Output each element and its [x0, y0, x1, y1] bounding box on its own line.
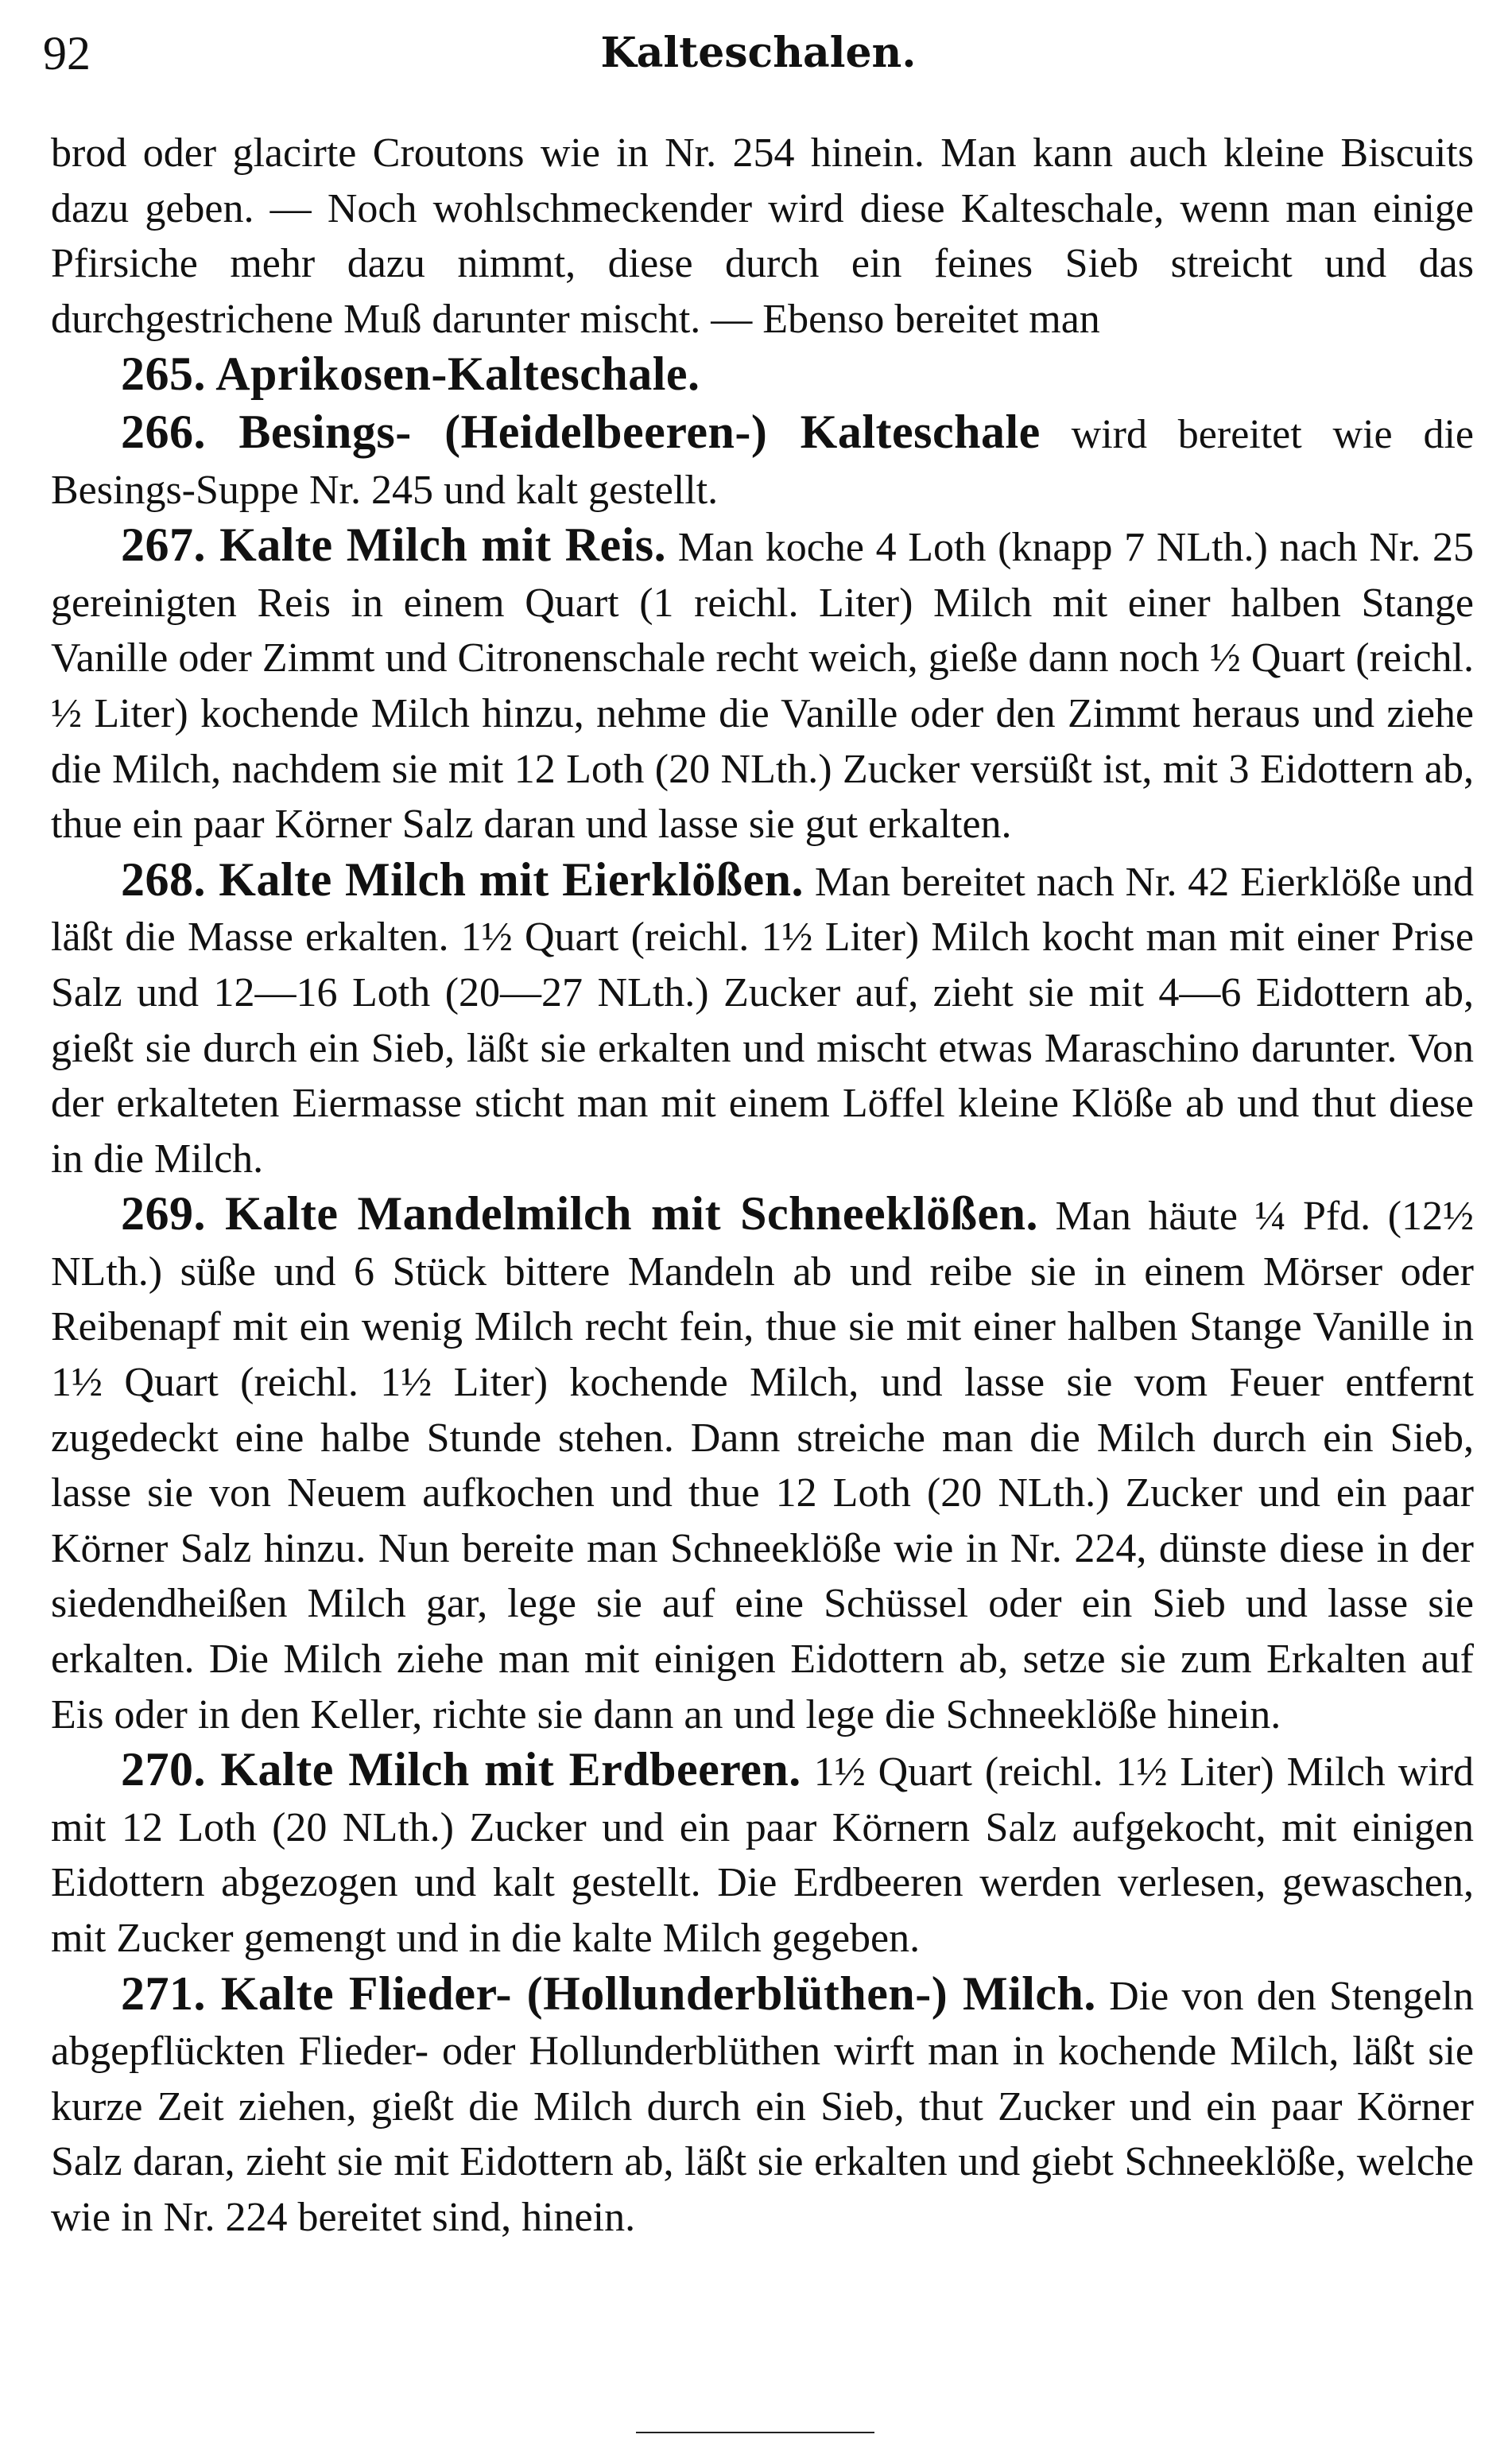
- running-head: Kalteschalen.: [600, 29, 917, 77]
- continuation-paragraph: [51, 126, 1474, 347]
- recipe-271: [51, 1967, 1474, 2246]
- recipe-title: 269. Kalte Mandelmilch mit Schneeklößen.: [121, 1187, 1038, 1241]
- recipe-text: 1½ Quart (reichl. 1½ Liter) Milch wird mit 12 Loth (20 NLth.) Zucker und ein paar Körnern Salz aufgekocht, mit einigen Eidottern abgezogen und kalt gestellt. Die Erdbeeren werden verlesen, gewaschen, mit Zucker gemengt und in die kalte Milch gegeben.: [51, 1749, 1475, 1961]
- recipe-title: 270. Kalte Milch mit Erdbeeren.: [121, 1743, 801, 1796]
- recipe-267: [51, 518, 1474, 852]
- recipe-265: [51, 347, 1474, 405]
- recipe-269: [51, 1186, 1474, 1742]
- recipe-title: 265. Aprikosen-Kalteschale.: [121, 348, 700, 401]
- page-body: [51, 126, 1474, 2246]
- recipe-text: Man bereitet nach Nr. 42 Eierklöße und läßt die Masse erkalten. 1½ Quart (reichl. 1½ Liter) Milch kocht man mit einer Prise Salz und 12—16 Loth (20—27 NLth.) Zucker auf, zieht sie mit 4—6 Eidottern ab, gießt sie durch ein Sieb, läßt sie erkalten und mischt etwas Maraschino darunter. Von der erkalteten Eiermasse sticht man mit einem Löffel kleine Klöße ab und thut diese in die Milch.: [51, 859, 1474, 1182]
- page-header: [35, 11, 1482, 99]
- recipe-title: 267. Kalte Milch mit Reis.: [121, 518, 667, 572]
- recipe-text: Man koche 4 Loth (knapp 7 NLth.) nach Nr. 25 gereinigten Reis in einem Quart (1 reichl. Liter) Milch mit einer halben Stange Vanille oder Zimmt und Citronenschale recht weich, gieße dann noch ½ Quart (reichl. ½ Liter) kochende Milch hinzu, nehme die Vanille oder den Zimmt heraus und ziehe die Milch, nachdem sie mit 12 Loth (20 NLth.) Zucker versüßt ist, mit 3 Eidottern ab, thue ein paar Körner Salz daran und lasse sie gut erkalten.: [51, 525, 1474, 848]
- recipe-text: wird bereitet wie die Besings-Suppe Nr. 245 und kalt gestellt.: [51, 411, 1475, 513]
- recipe-266: [51, 405, 1474, 518]
- page-number: 92: [43, 27, 91, 80]
- recipe-270: [51, 1742, 1474, 1966]
- recipe-title: 268. Kalte Milch mit Eierklößen.: [121, 852, 804, 906]
- recipe-268: [51, 852, 1474, 1187]
- recipe-text: Die von den Stengeln abgepflückten Flieder- oder Hollunderblüthen wirft man in kochende Milch, läßt sie kurze Zeit ziehen, gießt die Milch durch ein Sieb, thut Zucker und ein paar Körner Salz daran, zieht sie mit Eidottern ab, läßt sie erkalten und giebt Schneeklöße, welche wie in Nr. 224 bereitet sind, hinein.: [51, 1973, 1474, 2240]
- bottom-rule: [636, 2432, 874, 2433]
- recipe-text: Man häute ¼ Pfd. (12½ NLth.) süße und 6 Stück bittere Mandeln ab und reibe sie in einem Mörser oder Reibenapf mit ein wenig Milch recht fein, thue sie mit einer halben Stange Vanille in 1½ Quart (reichl. 1½ Liter) kochende Milch, und lasse sie vom Feuer entfernt zugedeckt eine halbe Stunde stehen. Dann streiche man die Milch durch ein Sieb, lasse sie von Neuem aufkochen und thue 12 Loth (20 NLth.) Zucker und ein paar Körner Salz hinzu. Nun bereite man Schneeklöße wie in Nr. 224, dünste diese in der siedendheißen Milch gar, lege sie auf eine Schüssel oder ein Sieb und lasse sie erkalten. Die Milch ziehe man mit einigen Eidottern ab, setze sie zum Erkalten auf Eis oder in den Keller, richte sie dann an und lege die Schneeklöße hinein.: [51, 1194, 1475, 1738]
- recipe-title: 271. Kalte Flieder- (Hollunderblüthen-) Milch.: [121, 1967, 1096, 2020]
- paragraph-text: brod oder glacirte Croutons wie in Nr. 254 hinein. Man kann auch kleine Biscuits dazu geben. — Noch wohlschmeckender wird diese Kalteschale, wenn man einige Pfirsiche mehr dazu nimmt, diese durch ein feines Sieb streicht und das durchgestrichene Muß darunter mischt. — Ebenso bereitet man: [51, 130, 1474, 342]
- recipe-title: 266. Besings- (Heidelbeeren-) Kalteschale: [121, 405, 1041, 458]
